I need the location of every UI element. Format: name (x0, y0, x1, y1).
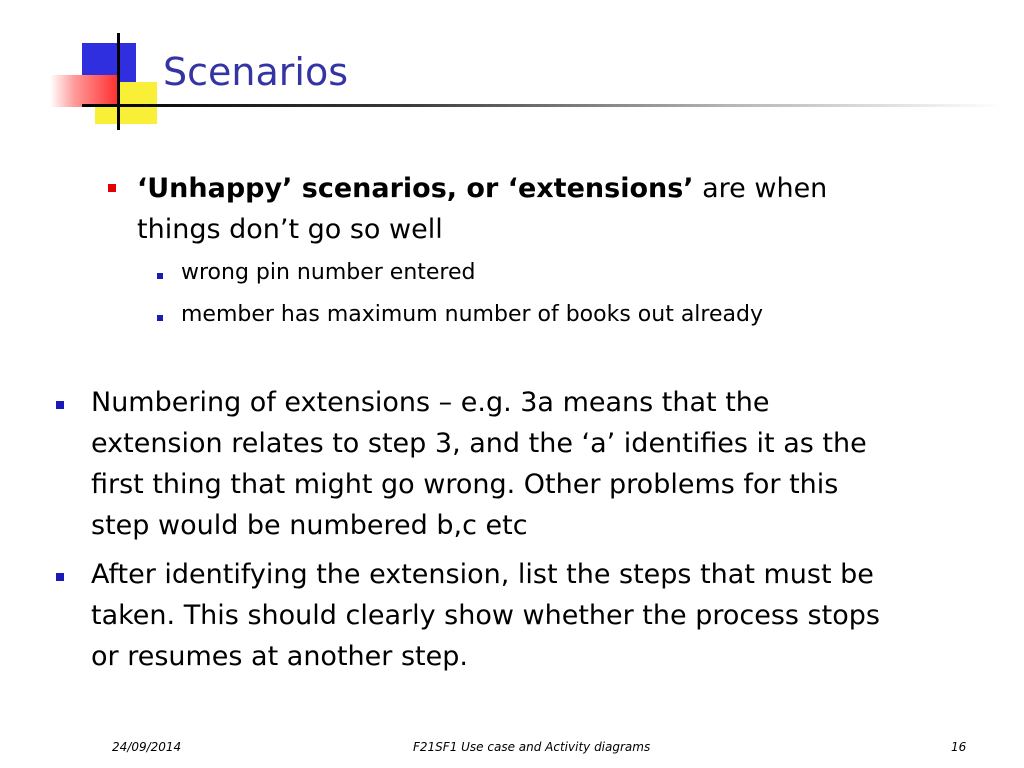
sub-bullet-icon (157, 273, 163, 279)
red-bullet-icon (108, 184, 116, 192)
intro-line-1 (137, 168, 827, 209)
slide-logo (0, 0, 170, 140)
logo-vertical-line (117, 33, 120, 130)
bullet-2-line-3: or resumes at another step. (91, 641, 468, 672)
bullet-1-line-3: first thing that might go wrong. Other problems for this (91, 469, 839, 500)
intro-line-1-rest: are when (693, 173, 828, 204)
blue-bullet-icon (56, 401, 64, 409)
slide-title: Scenarios (163, 50, 348, 94)
bullet-1-line-4: step would be numbered b,c etc (91, 510, 528, 541)
title-underline (82, 104, 1004, 107)
bullet-2-line-1: After identifying the extension, list the steps that must be (91, 559, 874, 590)
intro-line-2: things don’t go so well (137, 214, 443, 245)
bullet-2-line-2: taken. This should clearly show whether the process stops (91, 600, 880, 631)
footer-course: F21SF1 Use case and Activity diagrams (413, 740, 651, 754)
subitem-1: wrong pin number entered (181, 260, 476, 285)
bullet-1-line-1: Numbering of extensions – e.g. 3a means that the (91, 387, 770, 418)
footer-page-number: 16 (951, 740, 967, 754)
bullet-1-line-2: extension relates to step 3, and the ‘a’ identifies it as the (91, 428, 867, 459)
intro-bold-text: ‘Unhappy’ scenarios, or ‘extensions’ (137, 173, 694, 204)
blue-bullet-icon (56, 573, 64, 581)
logo-red-block (50, 75, 120, 107)
sub-bullet-icon (157, 315, 163, 321)
footer-date: 24/09/2014 (112, 740, 182, 754)
subitem-2: member has maximum number of books out already (181, 302, 763, 327)
